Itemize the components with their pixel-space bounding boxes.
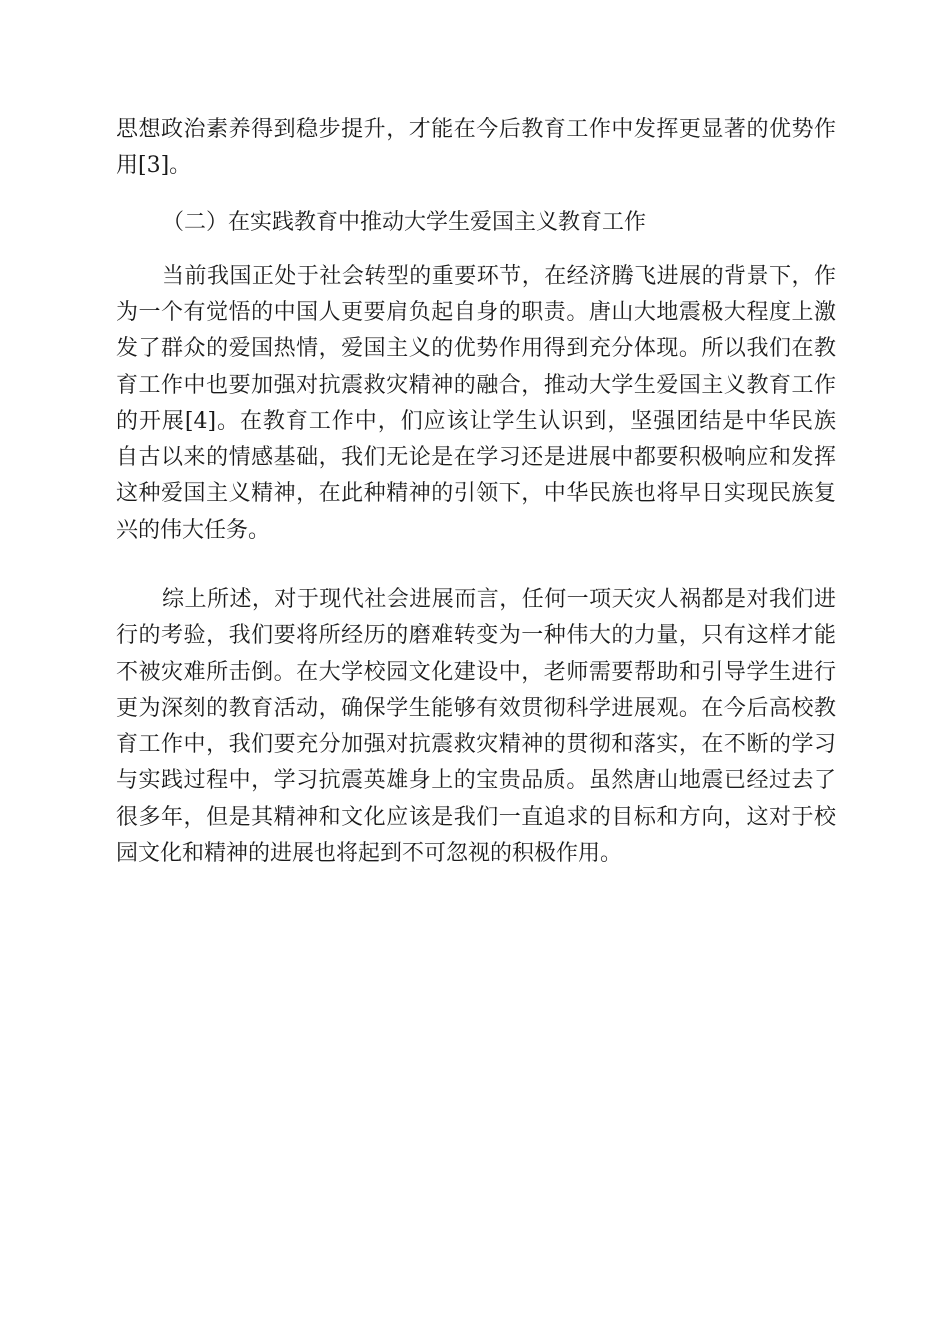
paragraph-3-line-2: 行的考验，我们要将所经历的磨难转变为一种伟大的力量，只有这样才能 bbox=[116, 623, 836, 648]
paragraph-2-line-1: 当前我国正处于社会转型的重要环节，在经济腾飞进展的背景下，作 bbox=[162, 264, 836, 289]
paragraph-2-line-3: 发了群众的爱国热情，爱国主义的优势作用得到充分体现。所以我们在教 bbox=[116, 336, 836, 361]
paragraph-3-line-1: 综上所述，对于现代社会进展而言，任何一项天灾人祸都是对我们进 bbox=[162, 587, 836, 612]
paragraph-1-line-2: 用[3]。 bbox=[116, 153, 192, 178]
paragraph-2-line-8: 兴的伟大任务。 bbox=[116, 518, 271, 543]
paragraph-3-line-8: 园文化和精神的进展也将起到不可忽视的积极作用。 bbox=[116, 841, 623, 866]
paragraph-3-line-3: 不被灾难所击倒。在大学校园文化建设中，老师需要帮助和引导学生进行 bbox=[116, 660, 836, 685]
paragraph-2-line-6: 自古以来的情感基础，我们无论是在学习还是进展中都要积极响应和发挥 bbox=[116, 445, 836, 470]
paragraph-2-line-2: 为一个有觉悟的中国人更要肩负起自身的职责。唐山大地震极大程度上激 bbox=[116, 300, 836, 325]
section-heading: （二）在实践教育中推动大学生爱国主义教育工作 bbox=[162, 210, 647, 235]
paragraph-3-line-6: 与实践过程中，学习抗震英雄身上的宝贵品质。虽然唐山地震已经过去了 bbox=[116, 768, 836, 793]
paragraph-2-line-4: 育工作中也要加强对抗震救灾精神的融合，推动大学生爱国主义教育工作 bbox=[116, 373, 836, 398]
paragraph-2-line-7: 这种爱国主义精神，在此种精神的引领下，中华民族也将早日实现民族复 bbox=[116, 481, 836, 506]
paragraph-2-line-5: 的开展[4]。在教育工作中，们应该让学生认识到，坚强团结是中华民族 bbox=[116, 409, 836, 434]
paragraph-3-line-5: 育工作中，我们要充分加强对抗震救灾精神的贯彻和落实，在不断的学习 bbox=[116, 732, 836, 757]
paragraph-3-line-7: 很多年，但是其精神和文化应该是我们一直追求的目标和方向，这对于校 bbox=[116, 805, 836, 830]
paragraph-1-line-1: 思想政治素养得到稳步提升，才能在今后教育工作中发挥更显著的优势作 bbox=[116, 117, 836, 142]
paragraph-3-line-4: 更为深刻的教育活动，确保学生能够有效贯彻科学进展观。在今后高校教 bbox=[116, 696, 836, 721]
